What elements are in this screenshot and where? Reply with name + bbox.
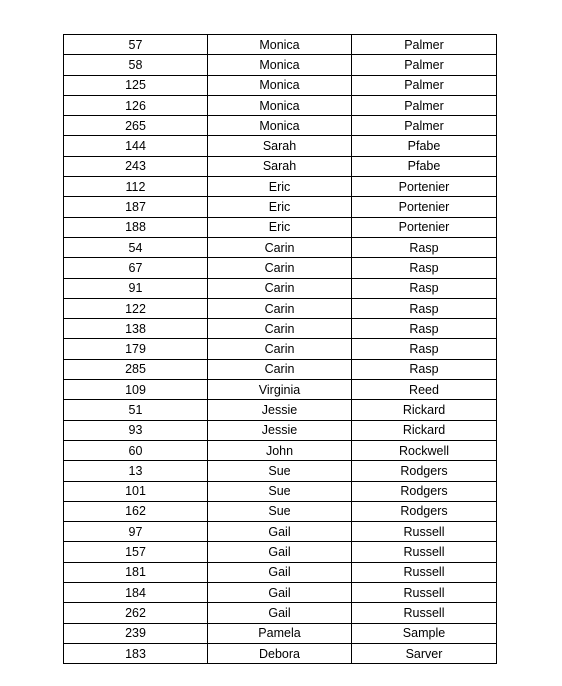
table-row — [64, 643, 497, 663]
last-name-cell: Portenier — [352, 197, 497, 217]
id-cell: 179 — [64, 339, 208, 359]
table-row — [64, 177, 497, 197]
id-cell: 109 — [64, 380, 208, 400]
first-name-cell: Sue — [208, 501, 352, 521]
first-name-cell: Monica — [208, 116, 352, 136]
id-cell: 181 — [64, 562, 208, 582]
id-cell: 97 — [64, 522, 208, 542]
last-name-cell: Palmer — [352, 95, 497, 115]
last-name-cell: Russell — [352, 562, 497, 582]
last-name-cell: Sample — [352, 623, 497, 643]
first-name-cell: Monica — [208, 95, 352, 115]
id-cell: 51 — [64, 400, 208, 420]
id-cell: 184 — [64, 583, 208, 603]
id-cell: 162 — [64, 501, 208, 521]
id-cell: 285 — [64, 359, 208, 379]
last-name-cell: Rickard — [352, 400, 497, 420]
id-cell: 183 — [64, 643, 208, 663]
first-name-cell: Sarah — [208, 156, 352, 176]
id-cell: 265 — [64, 116, 208, 136]
table-row — [64, 440, 497, 460]
table-row — [64, 197, 497, 217]
first-name-cell: John — [208, 440, 352, 460]
first-name-cell: Monica — [208, 75, 352, 95]
first-name-cell: Gail — [208, 542, 352, 562]
first-name-cell: Carin — [208, 319, 352, 339]
last-name-cell: Rodgers — [352, 481, 497, 501]
table-row — [64, 400, 497, 420]
table-row — [64, 35, 497, 55]
table-row — [64, 278, 497, 298]
table-row — [64, 420, 497, 440]
table-row — [64, 359, 497, 379]
last-name-cell: Rasp — [352, 237, 497, 257]
first-name-cell: Monica — [208, 35, 352, 55]
id-cell: 57 — [64, 35, 208, 55]
last-name-cell: Portenier — [352, 217, 497, 237]
table-row — [64, 95, 497, 115]
first-name-cell: Eric — [208, 177, 352, 197]
roster-table — [63, 34, 497, 664]
first-name-cell: Carin — [208, 339, 352, 359]
table-row — [64, 298, 497, 318]
last-name-cell: Palmer — [352, 116, 497, 136]
table-row — [64, 501, 497, 521]
table-row — [64, 583, 497, 603]
first-name-cell: Jessie — [208, 400, 352, 420]
first-name-cell: Pamela — [208, 623, 352, 643]
last-name-cell: Russell — [352, 583, 497, 603]
roster-table-body — [64, 35, 497, 664]
table-row — [64, 562, 497, 582]
first-name-cell: Monica — [208, 55, 352, 75]
id-cell: 54 — [64, 237, 208, 257]
last-name-cell: Russell — [352, 603, 497, 623]
last-name-cell: Pfabe — [352, 136, 497, 156]
first-name-cell: Eric — [208, 197, 352, 217]
first-name-cell: Sue — [208, 481, 352, 501]
id-cell: 262 — [64, 603, 208, 623]
first-name-cell: Gail — [208, 603, 352, 623]
first-name-cell: Debora — [208, 643, 352, 663]
table-row — [64, 623, 497, 643]
first-name-cell: Sue — [208, 461, 352, 481]
first-name-cell: Gail — [208, 562, 352, 582]
last-name-cell: Palmer — [352, 55, 497, 75]
id-cell: 101 — [64, 481, 208, 501]
table-row — [64, 542, 497, 562]
first-name-cell: Gail — [208, 522, 352, 542]
last-name-cell: Rickard — [352, 420, 497, 440]
last-name-cell: Reed — [352, 380, 497, 400]
first-name-cell: Carin — [208, 278, 352, 298]
id-cell: 239 — [64, 623, 208, 643]
last-name-cell: Palmer — [352, 35, 497, 55]
table-row — [64, 136, 497, 156]
first-name-cell: Virginia — [208, 380, 352, 400]
table-row — [64, 75, 497, 95]
table-row — [64, 522, 497, 542]
last-name-cell: Rasp — [352, 258, 497, 278]
table-row — [64, 481, 497, 501]
table-row — [64, 55, 497, 75]
last-name-cell: Palmer — [352, 75, 497, 95]
first-name-cell: Carin — [208, 237, 352, 257]
first-name-cell: Gail — [208, 583, 352, 603]
last-name-cell: Rasp — [352, 278, 497, 298]
last-name-cell: Rasp — [352, 339, 497, 359]
table-row — [64, 339, 497, 359]
id-cell: 93 — [64, 420, 208, 440]
id-cell: 243 — [64, 156, 208, 176]
first-name-cell: Jessie — [208, 420, 352, 440]
id-cell: 67 — [64, 258, 208, 278]
table-row — [64, 603, 497, 623]
id-cell: 91 — [64, 278, 208, 298]
id-cell: 188 — [64, 217, 208, 237]
table-row — [64, 156, 497, 176]
table-row — [64, 237, 497, 257]
first-name-cell: Carin — [208, 298, 352, 318]
table-row — [64, 258, 497, 278]
table-row — [64, 116, 497, 136]
last-name-cell: Portenier — [352, 177, 497, 197]
last-name-cell: Rasp — [352, 298, 497, 318]
id-cell: 13 — [64, 461, 208, 481]
first-name-cell: Sarah — [208, 136, 352, 156]
last-name-cell: Pfabe — [352, 156, 497, 176]
id-cell: 157 — [64, 542, 208, 562]
id-cell: 58 — [64, 55, 208, 75]
id-cell: 122 — [64, 298, 208, 318]
first-name-cell: Carin — [208, 359, 352, 379]
last-name-cell: Rodgers — [352, 501, 497, 521]
first-name-cell: Eric — [208, 217, 352, 237]
first-name-cell: Carin — [208, 258, 352, 278]
id-cell: 112 — [64, 177, 208, 197]
id-cell: 187 — [64, 197, 208, 217]
last-name-cell: Rasp — [352, 359, 497, 379]
last-name-cell: Rasp — [352, 319, 497, 339]
id-cell: 125 — [64, 75, 208, 95]
table-row — [64, 380, 497, 400]
id-cell: 126 — [64, 95, 208, 115]
id-cell: 60 — [64, 440, 208, 460]
last-name-cell: Russell — [352, 522, 497, 542]
last-name-cell: Rodgers — [352, 461, 497, 481]
last-name-cell: Russell — [352, 542, 497, 562]
id-cell: 138 — [64, 319, 208, 339]
table-row — [64, 217, 497, 237]
table-row — [64, 319, 497, 339]
id-cell: 144 — [64, 136, 208, 156]
last-name-cell: Rockwell — [352, 440, 497, 460]
table-row — [64, 461, 497, 481]
last-name-cell: Sarver — [352, 643, 497, 663]
